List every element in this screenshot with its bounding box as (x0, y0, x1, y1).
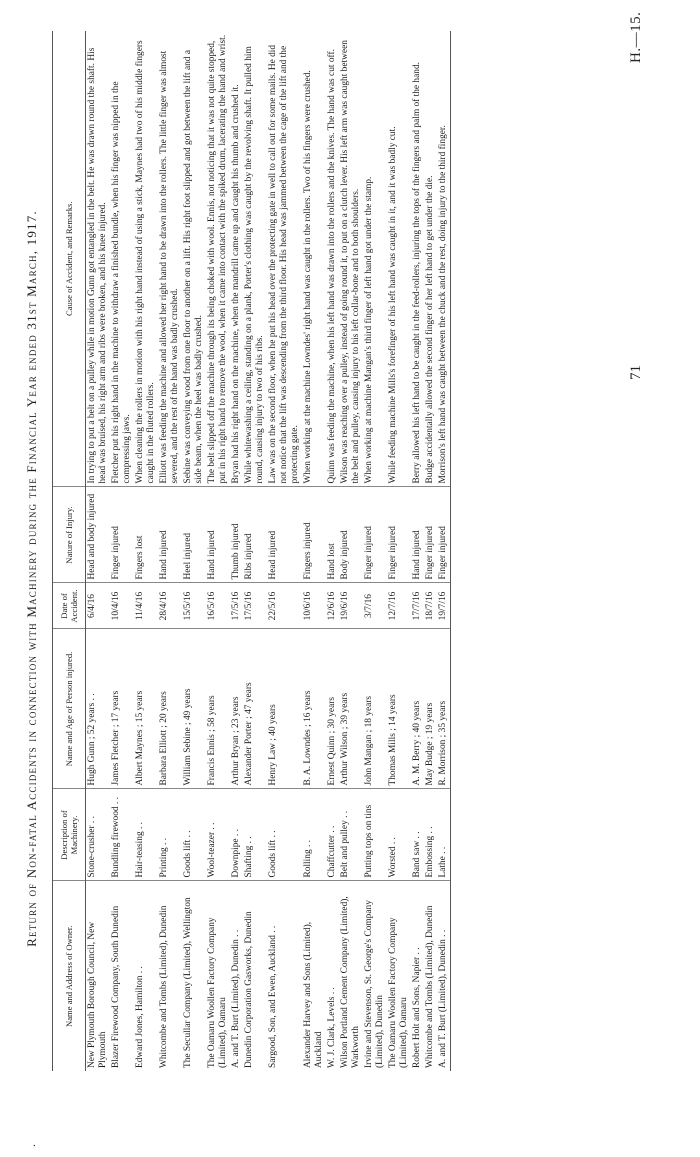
table-row (158, 31, 182, 1071)
cell-machinery: Downpipe . . (230, 789, 243, 881)
cell-date: 22/5/16 (267, 583, 302, 629)
cell-machinery: Band saw . . (411, 789, 424, 881)
cell-injury: Finger injured (437, 487, 451, 583)
cell-cause: Fletcher put his right hand in the machine to withdraw a finished bundle, when his finger was nipped in the compressing jaws. (110, 31, 134, 487)
col-header-cause: Cause of Accident, and Remarks. (53, 31, 86, 487)
cell-person: Hugh Gunn ; 52 years . . (86, 629, 111, 789)
table-row (267, 31, 302, 1071)
table-row (206, 31, 230, 1071)
cell-cause: When cleaning the rollers in motion with his right hand instead of using a stick, Maynes had two of his middle fingers caught in the fluted rollers. (134, 31, 158, 487)
cell-injury: Head injured (267, 487, 302, 583)
header-row (53, 31, 86, 1071)
cell-injury: Hand injured (206, 487, 230, 583)
cell-person: A. M. Berry ; 40 years (411, 629, 424, 789)
cell-owner: Irvine and Stevenson, St. George's Company (Limited), Dunedin (364, 900, 385, 1068)
table-row (387, 31, 411, 1071)
table-row (437, 31, 451, 1071)
cell-machinery: Rolling . . (302, 789, 326, 881)
col-header-machinery: Description of Machinery. (53, 789, 86, 881)
page-number: 71 (628, 365, 644, 380)
cell-injury: Heel injured (182, 487, 206, 583)
cell-owner: Blazer Firewood Company, South Dunedin (111, 905, 121, 1068)
cell-owner: The Oamaru Woollen Factory Company (Limited), Oamaru (207, 917, 228, 1068)
cell-owner: A. and T. Burt (Limited), Dunedin . . (437, 881, 451, 1071)
cell-owner: Sargood, Son, and Ewen, Auckland . . (268, 925, 278, 1068)
cell-date: 19/6/16 (339, 583, 363, 629)
cell-machinery: Stone-crusher . . (86, 789, 111, 881)
cell-date: 12/7/16 (387, 583, 411, 629)
cell-machinery: Embossing . . (424, 789, 437, 881)
cell-owner: New Plymouth Borough Council, New Plymouth (87, 921, 108, 1068)
cell-date: 28/4/16 (158, 583, 182, 629)
cell-cause: Quinn was feeding the machine, when his left hand was drawn into the rollers and the knives. The hand was cut off. (326, 31, 339, 487)
cell-owner: Wilson Portland Cement Company (Limited), Warkworth (340, 896, 361, 1068)
cell-cause: Law was on the second floor, when he put his head over the protecting gate in well to call out for some mails. He did not notice that the lift was descending from the third floor. His head was jammed between the cage of the lift and the protecting gate. (267, 31, 302, 487)
cell-injury: Thumb injured (230, 487, 243, 583)
cell-machinery: Goods lift . . (182, 789, 206, 881)
cell-date: 10/6/16 (302, 583, 326, 629)
cell-machinery: Shafting . . (243, 789, 267, 881)
cell-injury: Finger injured (363, 487, 387, 583)
cell-injury: Hand injured (411, 487, 424, 583)
cell-cause: Bryan had his right hand on the machine, when the mandrill came up and caught his thumb and crushed it. (230, 31, 243, 487)
cell-cause: Berry allowed his left hand to be caught in the feed-rollers, injuring the tops of the fingers and palm of the hand. (411, 31, 424, 487)
cell-person: Alexander Porter ; 47 years (243, 629, 267, 789)
cell-date: 11/4/16 (134, 583, 158, 629)
cell-person: May Budge ; 19 years (424, 629, 437, 789)
cell-machinery: Bundling firewood . . (110, 789, 134, 881)
cell-person: Barbara Elliott ; 20 years (158, 629, 182, 789)
cell-injury: Finger injured (387, 487, 411, 583)
cell-person: Albert Maynes ; 15 years (134, 629, 158, 789)
col-header-owner: Name and Address of Owner. (53, 881, 86, 1071)
cell-machinery: Worsted . . (387, 789, 411, 881)
cell-date: 19/7/16 (437, 583, 451, 629)
cell-cause: Morrison's left hand was caught between the chuck and the rest, doing injury to the third finger. (437, 31, 451, 487)
table-row (326, 31, 339, 1071)
table-row (230, 31, 243, 1071)
cell-machinery: Goods lift . . (267, 789, 302, 881)
cell-injury: Fingers lost (134, 487, 158, 583)
cell-person: R. Morrison ; 35 years (437, 629, 451, 789)
cell-date: 10/4/16 (110, 583, 134, 629)
table-row (86, 31, 111, 1071)
table-row (411, 31, 424, 1071)
cell-owner: W. J. Clark, Levels . . (327, 987, 337, 1068)
cell-cause: Budge accidentally allowed the second finger of her left hand to get under the die. (424, 31, 437, 487)
cell-person: James Fletcher ; 17 years (110, 629, 134, 789)
cell-cause: Sebine was conveying wood from one floor to another on a lift. His right foot slipped and got between the lift and a side beam, when the heel was badly crushed. (182, 31, 206, 487)
table-row (363, 31, 387, 1071)
cell-injury: Finger injured (424, 487, 437, 583)
cell-cause: The belt slipped off the machine through its being choked with wool. Ennis, not noticing that it was not quite stopped, put in his right hand to remove the wool, when it came into contact with the spiked drum, lacerating the hand and wrist. (206, 31, 230, 487)
cell-cause: When working at machine Mangan's third finger of left hand got under the stamp. (363, 31, 387, 487)
cell-owner: The Oamaru Woollen Factory Company (Limited), Oamaru (388, 917, 409, 1068)
cell-owner: Alexander Harvey and Sons (Limited), Auckland (303, 921, 324, 1068)
cell-cause: In trying to put a belt on a pulley while in motion Gunn got entangled in the belt. He was drawn round the shaft. His head was bruised, his right arm and ribs were broken, and his knee injured. (86, 31, 111, 487)
cell-injury: Body injured (339, 487, 363, 583)
cell-owner: Whitcombe and Tombs (Limited), Dunedin (425, 905, 435, 1068)
cell-injury: Ribs injured (243, 487, 267, 583)
cell-date: 16/5/16 (206, 583, 230, 629)
cell-date: 17/7/16 (411, 583, 424, 629)
cell-injury: Fingers injured (302, 487, 326, 583)
table-row (110, 31, 134, 1071)
cell-machinery: Belt and pulley . . (339, 789, 363, 881)
cell-cause: When working at the machine Lowndes' right hand was caught in the rollers. Two of his fingers were crushed. (302, 31, 326, 487)
cell-machinery: Printing . . (158, 789, 182, 881)
cell-owner: Robert Holt and Sons, Napier . . (412, 947, 422, 1068)
cell-owner: The Secullar Company (Limited), Wellington (183, 897, 193, 1068)
document-code: H.—15. (628, 11, 644, 63)
cell-cause: While feeding machine Mills's forefinger of his left hand was caught in it, and it was badly cut. (387, 31, 411, 487)
col-header-injury: Nature of Injury. (53, 487, 86, 583)
cell-date: 17/5/16 (243, 583, 267, 629)
cell-machinery: Lathe . . (437, 789, 451, 881)
cell-person: John Mangan ; 18 years (363, 629, 387, 789)
table-title: Return of Non-fatal Accidents in connection with Machinery during the Financial Year ended 31st March, 1917. (24, 210, 39, 947)
cell-cause: While whitewashing a ceiling, standing on a plank, Porter's clothing was caught by the revolving shaft. It pulled him round, causing injury to two of his ribs. (243, 31, 267, 487)
cell-person: Francis Ennis ; 58 years (206, 629, 230, 789)
table-row (424, 31, 437, 1071)
margin-dot: . (24, 1144, 38, 1147)
cell-cause: Wilson was reaching over a pulley, instead of going round it, to put on a clutch lever. His left arm was caught between the belt and pulley, causing injury to his left collar-bone and to both shoulders. (339, 31, 363, 487)
cell-date: 3/7/16 (363, 583, 387, 629)
cell-owner: Whitcombe and Tombs (Limited), Dunedin (159, 905, 169, 1068)
cell-machinery: Putting tops on tins (363, 789, 387, 881)
cell-person: Arthur Wilson ; 39 years (339, 629, 363, 789)
table-row (339, 31, 363, 1071)
cell-person: William Sebine ; 49 years (182, 629, 206, 789)
col-header-person: Name and Age of Person injured. (53, 629, 86, 789)
cell-person: Arthur Bryan ; 23 years (230, 629, 243, 789)
cell-person: Thomas Mills ; 14 years (387, 629, 411, 789)
table-row (302, 31, 326, 1071)
cell-injury: Finger injured (110, 487, 134, 583)
cell-person: Ernest Quinn ; 30 years (326, 629, 339, 789)
cell-person: Henry Law ; 40 years (267, 629, 302, 789)
cell-injury: Hand injured (158, 487, 182, 583)
table-row (182, 31, 206, 1071)
cell-machinery: Hair-teasing . . (134, 789, 158, 881)
accidents-table (52, 31, 451, 1071)
cell-date: 15/5/16 (182, 583, 206, 629)
cell-person: B. A. Lowndes ; 16 years (302, 629, 326, 789)
cell-cause: Elliott was feeding the machine and allowed her right hand to be drawn into the rollers. The little finger was almost severed, and the rest of the hand was badly crushed. (158, 31, 182, 487)
cell-owner: A. and T. Burt (Limited), Dunedin . . (231, 929, 241, 1068)
cell-date: 6/4/16 (86, 583, 111, 629)
cell-date: 18/7/16 (424, 583, 437, 629)
col-header-date: Date of Accident. (53, 583, 86, 629)
cell-date: 17/5/16 (230, 583, 243, 629)
cell-machinery: Wool-teazer . . (206, 789, 230, 881)
table-row (134, 31, 158, 1071)
cell-owner: Edward Jones, Hamilton . . (135, 966, 145, 1068)
cell-injury: Head and body injured (86, 487, 111, 583)
cell-injury: Hand lost (326, 487, 339, 583)
cell-owner: Dunedin Corporation Gasworks, Dunedin (244, 911, 254, 1068)
cell-machinery: Chaffcutter . . (326, 789, 339, 881)
cell-date: 12/6/16 (326, 583, 339, 629)
table-row (243, 31, 267, 1071)
